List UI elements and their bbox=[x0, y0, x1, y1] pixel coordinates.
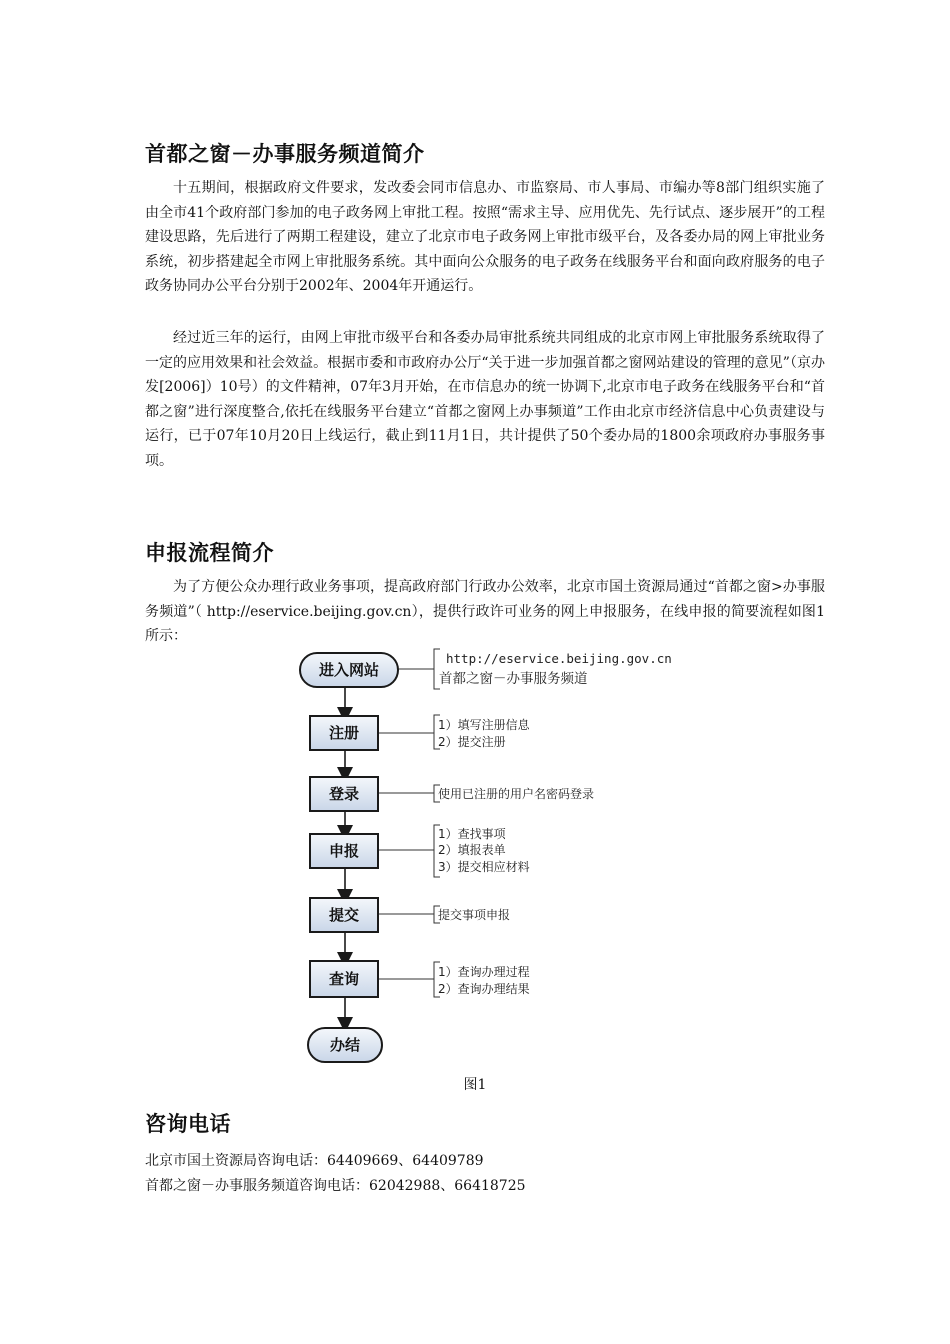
step-enter-site bbox=[300, 653, 398, 687]
intro-paragraph-2: 经过近三年的运行，由网上审批市级平台和各委办局审批系统共同组成的北京市网上审批服务系统取得了一定的应用效果和社会效益。根据市委和市政府办公厅“关于进一步加强首都之窗网站建设的管理的意见”（京办发[2006]）10号）的文件精神，07年3月开始，在市信息办的统一协调下,北京市电子政务在线服务平台和“首都之窗”进行深度整合,依托在线服务平台建立“首都之窗网上办事频道”工作由北京市经济信息中心负责建设与运行，已于07年10月20日上线运行，截止到11月1日，共计提供了50个委办局的1800余项政府办事服务事项。 bbox=[145, 330, 825, 469]
step-label: 提交 bbox=[328, 906, 360, 924]
figure-caption: 图1 bbox=[463, 1077, 487, 1093]
step-login bbox=[310, 777, 378, 811]
step-register bbox=[310, 716, 378, 750]
step-complete bbox=[308, 1028, 382, 1062]
intro-paragraph-1: 十五期间，根据政府文件要求，发改委会同市信息办、市监察局、市人事局、市编办等8部门组织实施了由全市41个政府部门参加的电子政务网上审批工程。按照“需求主导、应用优先、先行试点、逐步展开”的工程建设思路，先后进行了两期工程建设，建立了北京市电子政务网上审批市级平台，及各委办局的网上审批业务系统，初步搭建起全市网上审批服务系统。其中面向公众服务的电子政务在线服务平台和面向政府服务的电子政务协同办公平台分别于2002年、2004年开通运行。 bbox=[145, 180, 825, 295]
intro-heading: 首都之窗－办事服务频道简介 bbox=[145, 142, 425, 166]
step-note: 3）提交相应材料 bbox=[438, 860, 530, 874]
note-connectors bbox=[378, 649, 440, 997]
step-note: 首都之窗－办事服务频道 bbox=[439, 671, 588, 687]
step-note: 使用已注册的用户名密码登录 bbox=[438, 787, 595, 801]
step-note: 1）查询办理过程 bbox=[438, 965, 530, 979]
step-apply bbox=[310, 834, 378, 868]
step-note: http://eservice.beijing.gov.cn bbox=[446, 651, 672, 666]
step-note: 1）填写注册信息 bbox=[438, 718, 530, 732]
step-submit bbox=[310, 898, 378, 932]
step-label: 登录 bbox=[328, 785, 360, 803]
step-label: 办结 bbox=[329, 1036, 361, 1054]
contact-line-2: 首都之窗－办事服务频道咨询电话：62042988、66418725 bbox=[145, 1178, 526, 1194]
step-label: 进入网站 bbox=[318, 661, 380, 679]
process-paragraph: 为了方便公众办理行政业务事项，提高政府部门行政办公效率，北京市国土资源局通过“首都之窗>办事服务频道”（ http://eservice.beijing.gov.cn），提供行政许可业务的网上申报服务，在线申报的简要流程如图1所示： bbox=[145, 579, 825, 645]
step-note: 提交事项申报 bbox=[438, 908, 511, 922]
step-note: 2）提交注册 bbox=[438, 735, 506, 749]
step-label: 注册 bbox=[328, 724, 360, 742]
step-label: 申报 bbox=[328, 842, 360, 860]
application-flowchart bbox=[290, 645, 710, 1070]
step-query bbox=[310, 961, 378, 997]
contact-heading: 咨询电话 bbox=[145, 1112, 231, 1136]
step-note: 2）填报表单 bbox=[438, 843, 506, 857]
step-label: 查询 bbox=[328, 970, 360, 988]
step-note: 2）查询办理结果 bbox=[438, 982, 530, 996]
process-heading: 申报流程简介 bbox=[145, 541, 274, 565]
contact-line-1: 北京市国土资源局咨询电话：64409669、64409789 bbox=[145, 1153, 484, 1169]
step-note: 1）查找事项 bbox=[438, 827, 506, 841]
